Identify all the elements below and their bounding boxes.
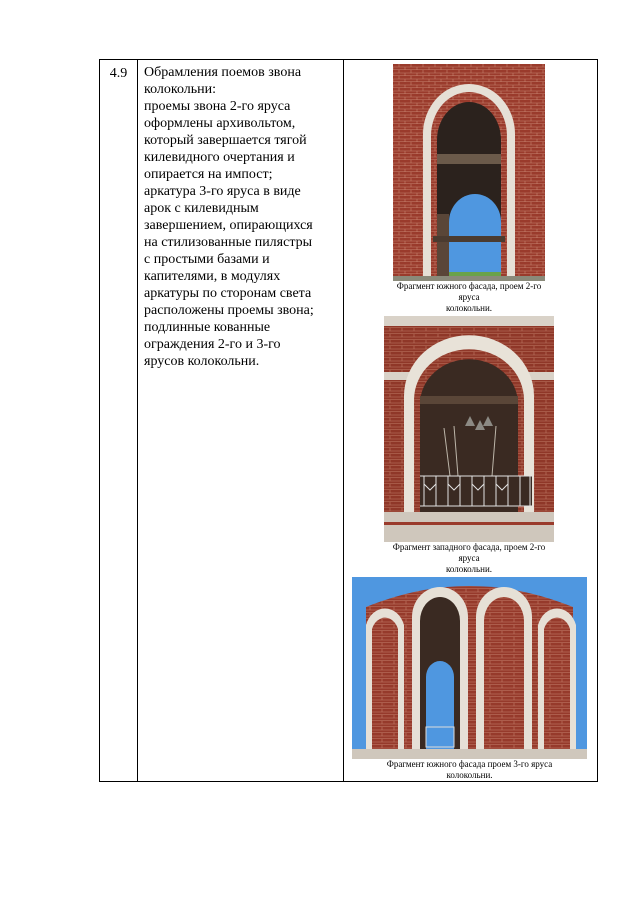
description-line: аркатура 3-го яруса в виде [144,184,301,199]
description-line: Обрамления поемов звона [144,65,302,80]
description-line: оформлены архивольтом, [144,116,296,131]
description-line: аркатуры по сторонам света [144,286,312,301]
description-line: капителями, в модулях [144,269,281,284]
description-line: проемы звона 2-го яруса [144,99,291,114]
monument-table [99,59,598,782]
description-line: опирается на импост; [144,167,273,182]
photo-caption: Фрагмент южного фасада проем 3-го яруса [386,759,553,769]
photo-figure [352,577,587,781]
description-line: ярусов колокольни. [144,354,260,369]
description-text [138,60,343,370]
description-line: на стилизованные пилястры [144,235,313,250]
description-line: который завершается тягой [144,133,307,148]
description-line: подлинные кованные [144,320,271,335]
photo-west-facade-tier2 [384,316,554,542]
description-line: килевидного очертания и [144,150,295,165]
photo-caption: Фрагмент западного фасада, проем 2-го яруса [392,542,546,563]
description-line: колокольни: [144,82,217,97]
description-line: с простыми базами и [144,252,270,267]
table-row [100,60,598,782]
row-number-cell [100,60,138,782]
row-number: 4.9 [109,66,128,81]
photos-cell [344,60,598,782]
description-cell [138,60,344,782]
photo-caption: колокольни. [445,564,493,574]
photo-caption: Фрагмент южного фасада, проем 2-го яруса [396,281,542,302]
description-line: арок с килевидным [144,201,259,216]
description-line: завершением, опирающихся [144,218,313,233]
photo-caption: колокольни. [446,770,493,780]
photo-figure [384,316,554,575]
photo-south-facade-tier2 [393,64,545,281]
photo-south-facade-tier3 [352,577,587,759]
description-line: ограждения 2-го и 3-го [144,337,281,352]
photo-figure [393,64,545,314]
description-line: расположены проемы звона; [144,303,314,318]
photo-caption: колокольни. [445,303,493,313]
